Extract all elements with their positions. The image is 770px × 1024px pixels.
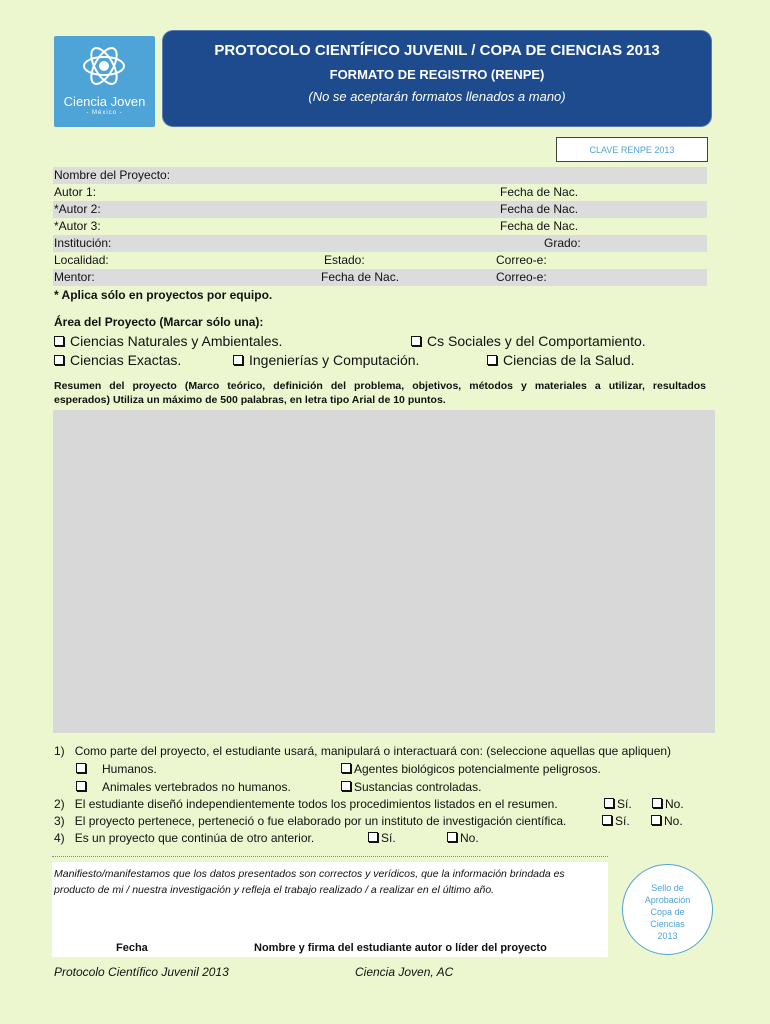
question-2-text: El estudiante diseñó independientemente todos los procedimientos listados en el resumen. xyxy=(74,797,558,811)
question-3 xyxy=(54,814,566,828)
mentor-row[interactable] xyxy=(53,269,707,286)
form-header xyxy=(163,31,711,126)
checkbox-icon[interactable] xyxy=(411,336,421,346)
area-option-health-label: Ciencias de la Salud. xyxy=(503,352,635,368)
declaration-text xyxy=(54,866,565,898)
summary-textarea[interactable] xyxy=(53,410,715,733)
mentor-birthdate-label: Fecha de Nac. xyxy=(321,270,400,284)
location-row[interactable] xyxy=(53,252,707,269)
team-footnote: * Aplica sólo en proyectos por equipo. xyxy=(54,288,273,302)
seal-line4: Ciencias xyxy=(650,919,685,929)
question-1-text: Como parte del proyecto, el estudiante usará, manipulará o interactuará con: (seleccione aquellas que apliquen) xyxy=(74,744,672,758)
checkbox-icon[interactable] xyxy=(487,355,497,365)
question-4 xyxy=(54,831,314,845)
seal-line3: Copa de xyxy=(650,907,685,917)
summary-instructions xyxy=(54,380,706,406)
footer-right: Ciencia Joven, AC xyxy=(355,965,454,979)
q1-option-biological-label: Agentes biológicos potencialmente peligrosos. xyxy=(354,762,601,776)
checkbox-icon[interactable] xyxy=(651,815,661,825)
area-option-engineering[interactable] xyxy=(233,352,419,368)
q2-no[interactable] xyxy=(652,797,684,811)
project-name-row[interactable] xyxy=(53,167,707,184)
checkbox-icon[interactable] xyxy=(233,355,243,365)
grade-label: Grado: xyxy=(544,236,581,250)
author2-birthdate-label: Fecha de Nac. xyxy=(500,202,579,216)
seal-line2: Aprobación xyxy=(644,895,691,905)
checkbox-icon[interactable] xyxy=(341,763,351,773)
checkbox-icon[interactable] xyxy=(602,815,612,825)
question-1 xyxy=(54,744,671,758)
q1-option-animals[interactable] xyxy=(76,780,291,794)
question-number: 1) xyxy=(54,744,65,758)
checkbox-icon[interactable] xyxy=(76,781,86,791)
checkbox-icon[interactable] xyxy=(368,832,378,842)
checkbox-icon[interactable] xyxy=(54,336,64,346)
author1-birthdate-label: Fecha de Nac. xyxy=(500,185,579,199)
question-4-text: Es un proyecto que continúa de otro anterior. xyxy=(74,831,315,845)
institution-label: Institución: xyxy=(54,236,112,250)
date-signature-label[interactable]: Fecha xyxy=(116,942,148,954)
approval-seal xyxy=(622,864,713,955)
declaration-line2: producto de mi / nuestra investigación y refleja el trabajo realizado / a realizar en el último año. xyxy=(54,884,495,896)
summary-instructions-line1: Resumen del proyecto (Marco teórico, definición del problema, objetivos, métodos y materiales a utilizar, resultados xyxy=(54,380,706,392)
logo-name: Ciencia Joven xyxy=(63,94,146,109)
author3-row[interactable] xyxy=(53,218,707,235)
locality-label: Localidad: xyxy=(54,253,109,267)
seal-line5: 2013 xyxy=(657,931,678,941)
declaration-divider xyxy=(52,856,608,857)
ciencia-joven-logo xyxy=(54,36,155,127)
mentor-label: Mentor: xyxy=(54,270,95,284)
form-note: (No se aceptarán formatos llenados a mano) xyxy=(308,89,566,104)
question-number: 3) xyxy=(54,814,65,828)
q3-yes[interactable] xyxy=(602,814,630,828)
institution-row[interactable] xyxy=(53,235,707,252)
logo-country: - México - xyxy=(86,110,123,116)
q3-no-label: No. xyxy=(664,814,683,828)
q3-yes-label: Sí. xyxy=(615,814,630,828)
q1-option-substances[interactable] xyxy=(341,780,481,794)
email-label: Correo-e: xyxy=(496,253,547,267)
footer-left: Protocolo Científico Juvenil 2013 xyxy=(54,965,229,979)
checkbox-icon[interactable] xyxy=(76,763,86,773)
checkbox-icon[interactable] xyxy=(341,781,351,791)
area-option-social[interactable] xyxy=(411,333,646,349)
area-option-health[interactable] xyxy=(487,352,635,368)
author3-birthdate-label: Fecha de Nac. xyxy=(500,219,579,233)
q1-option-animals-label: Animales vertebrados no humanos. xyxy=(102,780,291,794)
clave-renpe-field[interactable]: CLAVE RENPE 2013 xyxy=(556,137,708,162)
q4-no-label: No. xyxy=(460,831,479,845)
state-label: Estado: xyxy=(324,253,365,267)
checkbox-icon[interactable] xyxy=(447,832,457,842)
question-number: 4) xyxy=(54,831,65,845)
summary-instructions-line2: esperados) Utiliza un máximo de 500 palabras, en letra tipo Arial de 10 puntos. xyxy=(54,394,446,406)
q4-yes[interactable] xyxy=(368,831,396,845)
q2-no-label: No. xyxy=(665,797,684,811)
form-title: PROTOCOLO CIENTÍFICO JUVENIL / COPA DE CIENCIAS 2013 xyxy=(214,42,660,59)
area-option-natural-label: Ciencias Naturales y Ambientales. xyxy=(70,333,283,349)
q4-no[interactable] xyxy=(447,831,479,845)
q4-yes-label: Sí. xyxy=(381,831,396,845)
author1-label: Autor 1: xyxy=(54,185,97,199)
checkbox-icon[interactable] xyxy=(652,798,662,808)
area-option-social-label: Cs Sociales y del Comportamiento. xyxy=(427,333,646,349)
declaration-line1: Manifiesto/manifestamos que los datos presentados son correctos y verídicos, que la información brindada es xyxy=(54,868,565,880)
author2-row[interactable] xyxy=(53,201,707,218)
author2-label: *Autor 2: xyxy=(54,202,101,216)
author3-label: *Autor 3: xyxy=(54,219,101,233)
q1-option-biological[interactable] xyxy=(341,762,601,776)
student-signature-label[interactable]: Nombre y firma del estudiante autor o líder del proyecto xyxy=(254,942,547,954)
q3-no[interactable] xyxy=(651,814,683,828)
q2-yes-label: Sí. xyxy=(617,797,632,811)
question-3-text: El proyecto pertenece, perteneció o fue elaborado por un instituto de investigación científica. xyxy=(74,814,567,828)
atom-icon xyxy=(54,36,155,96)
question-number: 2) xyxy=(54,797,65,811)
q1-option-humans-label: Humanos. xyxy=(102,762,157,776)
area-option-natural[interactable] xyxy=(54,333,282,349)
form-subtitle: FORMATO DE REGISTRO (RENPE) xyxy=(329,67,545,82)
area-option-exact[interactable] xyxy=(54,352,181,368)
q1-option-substances-label: Sustancias controladas. xyxy=(354,780,482,794)
question-2 xyxy=(54,797,558,811)
q1-option-humans[interactable] xyxy=(76,762,157,776)
project-name-label: Nombre del Proyecto: xyxy=(54,168,171,182)
checkbox-icon[interactable] xyxy=(54,355,64,365)
mentor-email-label: Correo-e: xyxy=(496,270,547,284)
area-option-exact-label: Ciencias Exactas. xyxy=(70,352,182,368)
q2-yes[interactable] xyxy=(604,797,632,811)
area-title: Área del Proyecto (Marcar sólo una): xyxy=(54,315,264,329)
area-option-engineering-label: Ingenierías y Computación. xyxy=(249,352,420,368)
author1-row[interactable] xyxy=(53,184,707,201)
checkbox-icon[interactable] xyxy=(604,798,614,808)
seal-line1: Sello de xyxy=(651,883,684,893)
